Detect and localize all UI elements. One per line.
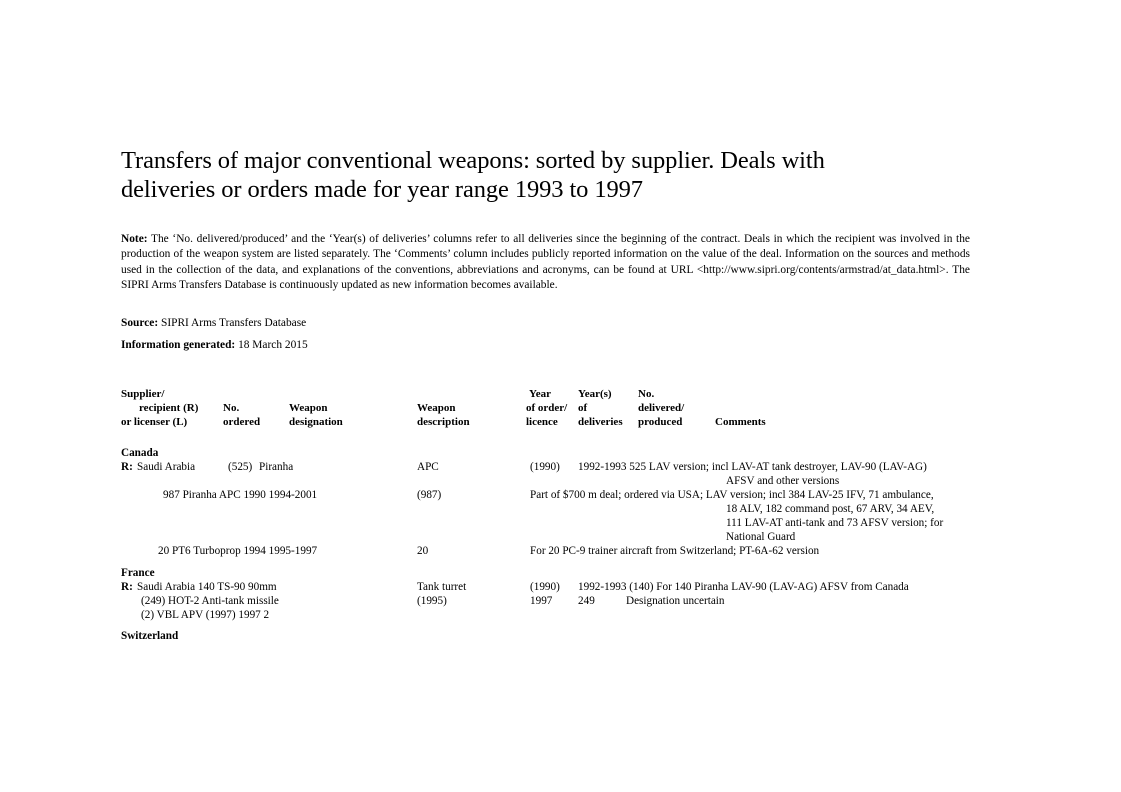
weapon-description: (1995) [417, 595, 447, 607]
header-year-order-line2: of order/ [526, 402, 568, 414]
comment: Designation uncertain [626, 595, 725, 607]
year-of-order: (1990) [530, 461, 560, 473]
comment-continuation: 111 LAV-AT anti-tank and 73 AFSV version; for [726, 517, 944, 529]
header-supplier-line2: recipient (R) [139, 402, 199, 414]
weapon-description: 20 [417, 545, 429, 557]
header-supplier-line3: or licenser (L) [121, 416, 188, 428]
deliveries-and-comment: 1992-1993 (140) For 140 Piranha LAV-90 (LAV-AG) AFSV from Canada [578, 581, 909, 593]
row-left-cells: 20 PT6 Turboprop 1994 1995-1997 [158, 545, 318, 557]
source-label: Source: [121, 317, 159, 329]
header-years-deliveries-line2: of [578, 402, 588, 414]
header-weapon-description-line2: description [417, 416, 470, 428]
title-line-1: Transfers of major conventional weapons: sorted by supplier. Deals with [121, 147, 825, 174]
supplier-name: Switzerland [121, 630, 179, 642]
supplier-name: Canada [121, 447, 159, 459]
source-value: SIPRI Arms Transfers Database [160, 317, 307, 329]
comment-continuation: AFSV and other versions [726, 475, 840, 487]
generated-value: 18 March 2015 [238, 339, 308, 351]
comment: For 20 PC-9 trainer aircraft from Switzerland; PT-6A-62 version [530, 545, 820, 557]
note-paragraph [121, 232, 970, 293]
year-of-order: (1990) [530, 581, 560, 593]
weapon-description: (987) [417, 489, 442, 501]
comment-continuation: 18 ALV, 182 command post, 67 ARV, 34 AEV, [726, 503, 935, 515]
header-years-deliveries-line1: Year(s) [578, 388, 612, 400]
weapon-designation: Piranha [259, 461, 294, 473]
document-title-cont [121, 175, 643, 205]
note-label: Note: [121, 233, 148, 245]
header-weapon-description-line1: Weapon [417, 402, 456, 414]
header-weapon-designation-line1: Weapon [289, 402, 328, 414]
header-weapon-designation-line2: designation [289, 416, 343, 428]
document-title [121, 146, 825, 176]
header-years-deliveries-line3: deliveries [578, 416, 623, 428]
header-no-delivered-line2: delivered/ [638, 402, 685, 414]
row-left-cells: 987 Piranha APC 1990 1994-2001 [163, 489, 318, 501]
generated-line [121, 338, 308, 353]
header-no-delivered-line3: produced [638, 416, 683, 428]
header-year-order-line1: Year [529, 388, 551, 400]
deliveries-and-comment: 1992-1993 525 LAV version; incl LAV-AT tank destroyer, LAV-90 (LAV-AG) [578, 461, 927, 473]
row-left-cells: (2) VBL APV (1997) 1997 2 [141, 609, 270, 621]
no-ordered: (525) [228, 461, 253, 473]
header-no-delivered-line1: No. [638, 388, 655, 400]
source-line [121, 316, 306, 331]
weapon-description: APC [417, 461, 439, 473]
recipient-name: Saudi Arabia [137, 461, 196, 473]
title-line-2: deliveries or orders made for year range 1993 to 1997 [121, 176, 643, 203]
header-comments: Comments [715, 416, 766, 428]
generated-label: Information generated: [121, 339, 236, 351]
recipient-label: R: [121, 461, 133, 473]
note-text: The ‘No. delivered/produced’ and the ‘Year(s) of deliveries’ columns refer to all deliveries since the beginning of the contract. Deals in which the recipient was involved in the production of the weapon system are listed separately. The ‘Comments’ column includes publicly reported information on the value of the deal. Information on the sources and methods used in the collection of the data, and explanations of the conventions, abbreviations and acronyms, can be found at URL <http://www.sipri.org/contents/armstrad/at_data.html>. The SIPRI Arms Transfers Database is continuously updated as new information becomes available. [121, 233, 970, 291]
weapon-description: Tank turret [417, 581, 467, 593]
row-left-cells: (249) HOT-2 Anti-tank missile [141, 595, 279, 607]
comment: Part of $700 m deal; ordered via USA; LAV version; incl 384 LAV-25 IFV, 71 ambulance, [530, 489, 934, 501]
header-supplier-line1: Supplier/ [121, 388, 165, 400]
row-left-cells: Saudi Arabia 140 TS-90 90mm [137, 581, 277, 593]
supplier-name: France [121, 567, 155, 579]
header-no-ordered-line1: No. [223, 402, 240, 414]
header-no-ordered-line2: ordered [223, 416, 261, 428]
no-delivered: 249 [578, 595, 595, 607]
header-year-order-line3: licence [526, 416, 558, 428]
year-of-order: 1997 [530, 595, 553, 607]
recipient-label: R: [121, 581, 133, 593]
comment-continuation: National Guard [726, 531, 796, 543]
